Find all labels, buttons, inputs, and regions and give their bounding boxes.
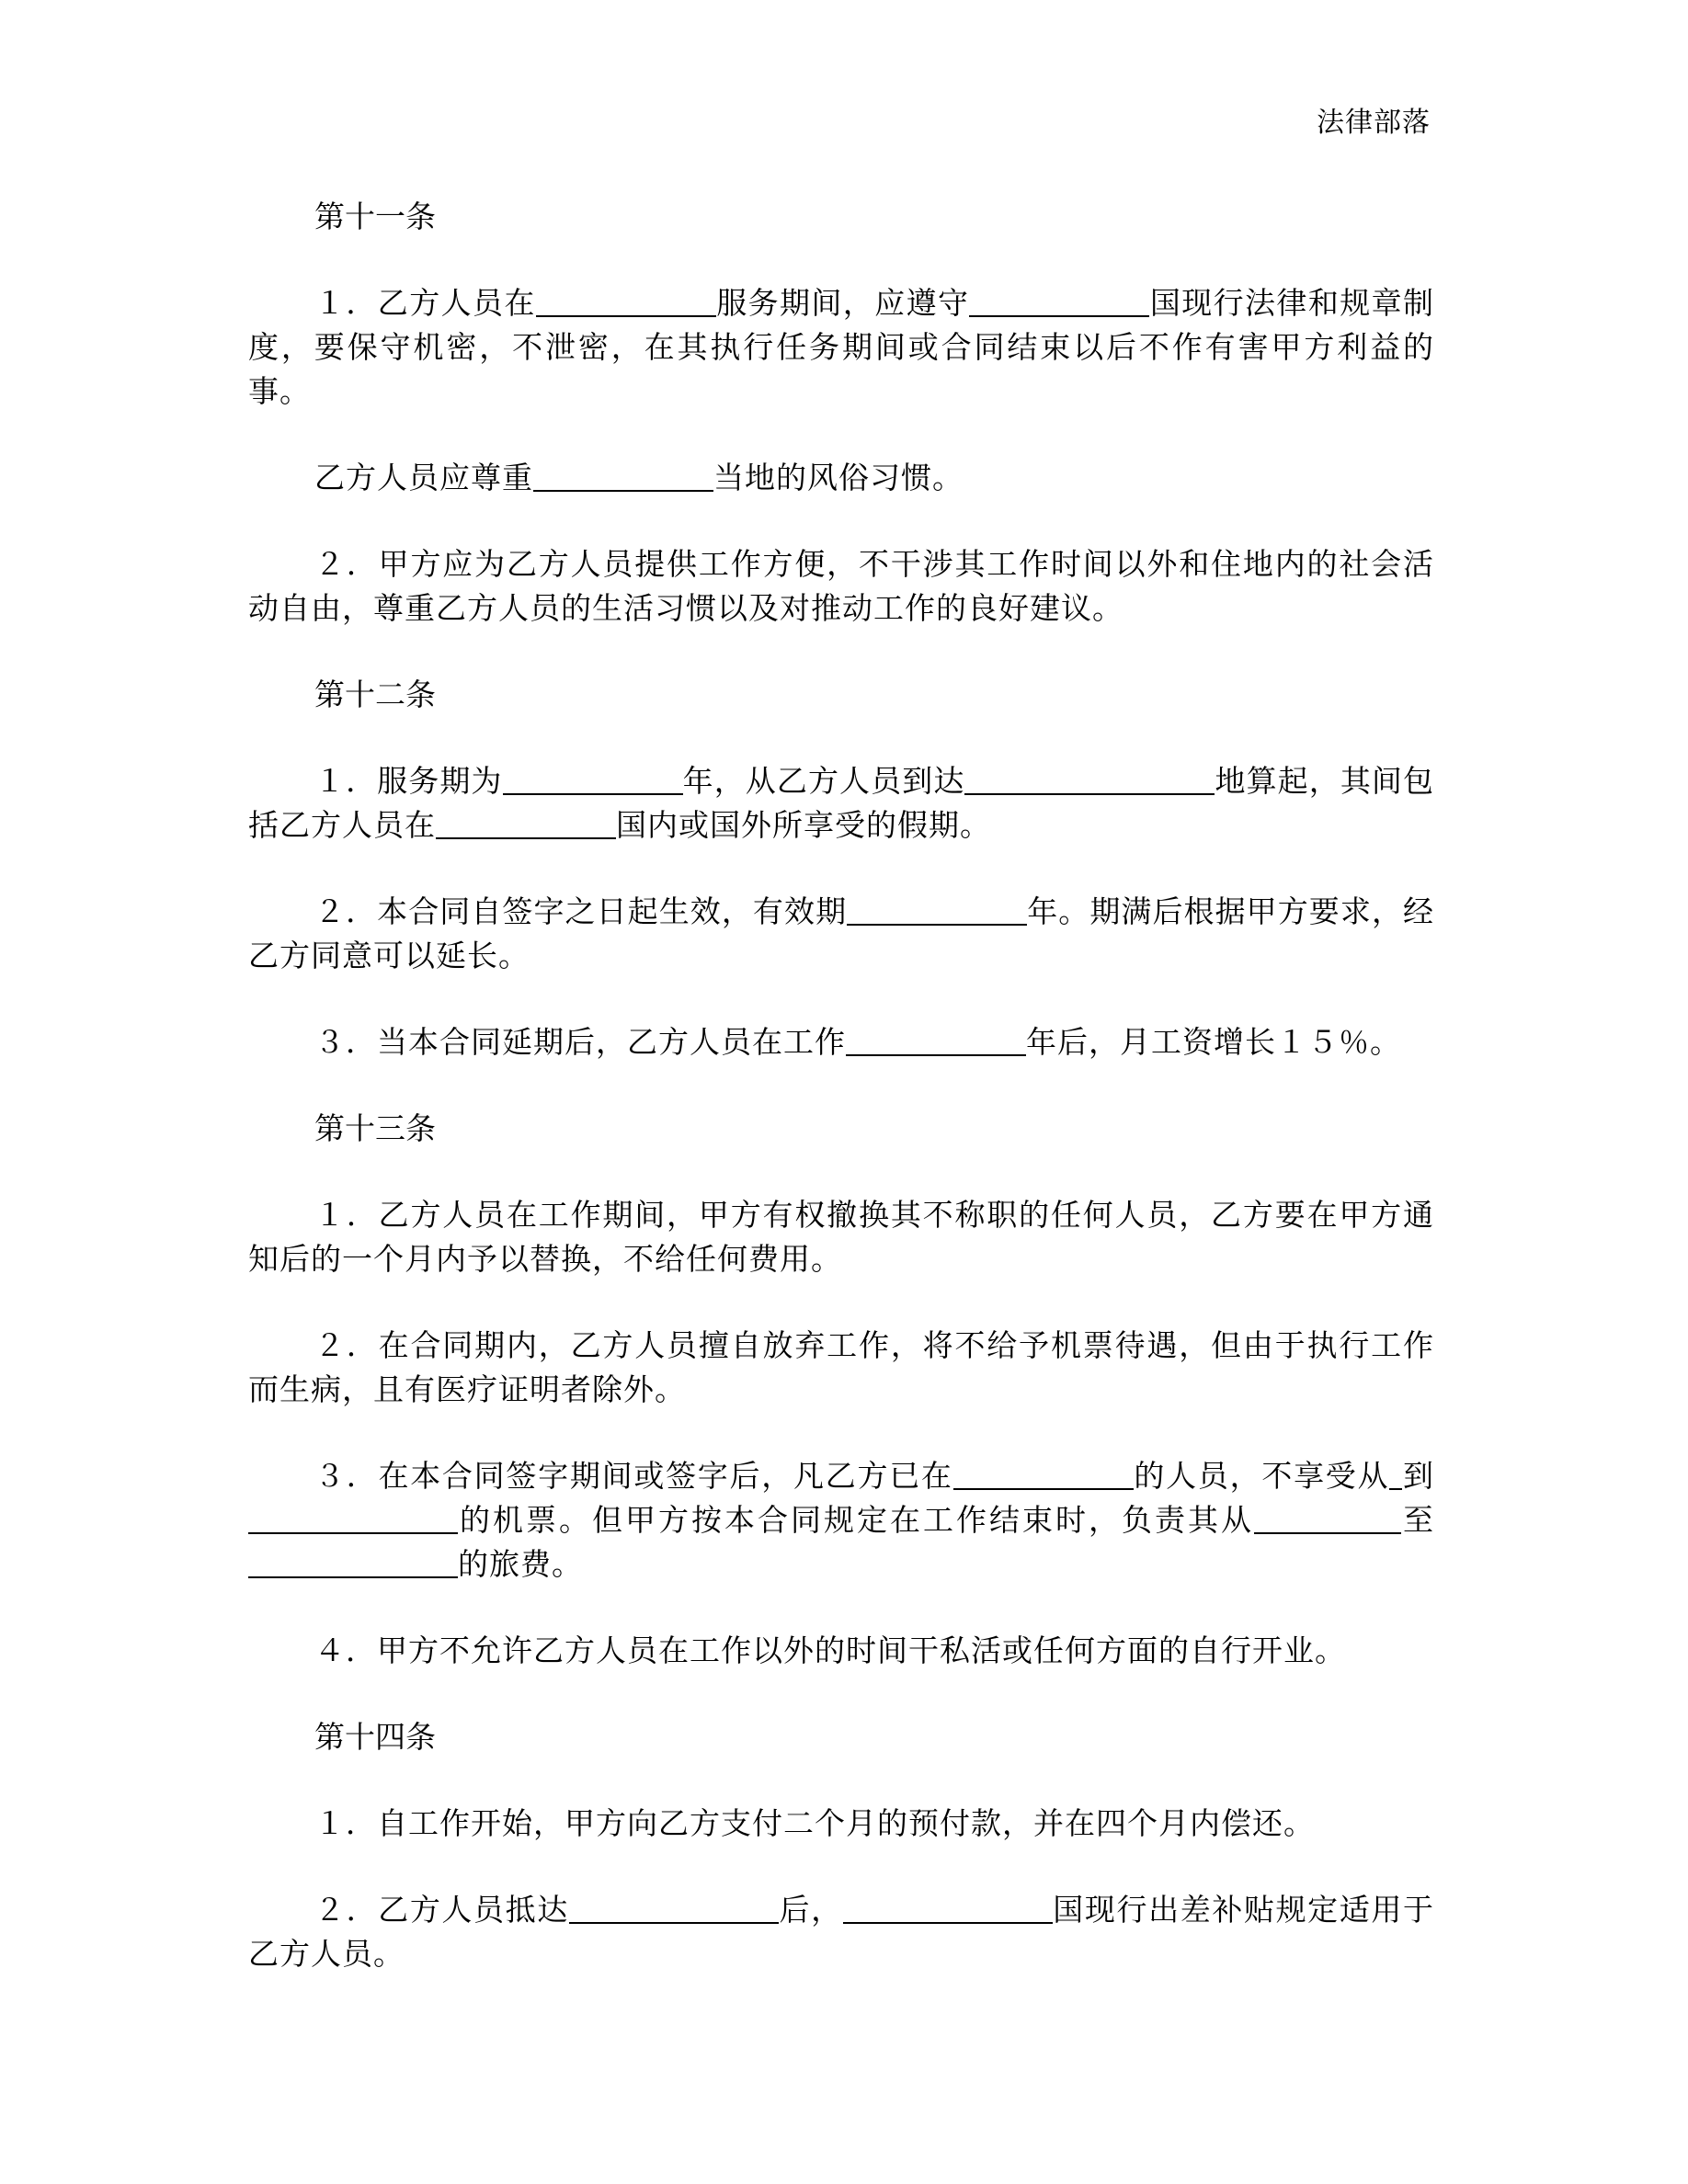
blank-line[interactable] — [436, 807, 616, 839]
article-11-clause-1: １．乙方人员在 服务期间，应遵守 国现行法律和规章制度，要保守机密，不泄密，在其执行任务期间或合同结束以后不作有害甲方利益的事。 — [248, 285, 1435, 409]
article-13-heading: 第十三条 — [314, 1110, 436, 1146]
article-14-clause-2: ２．乙方人员抵达 后， 国现行出差补贴规定适用于乙方人员。 — [248, 1892, 1435, 1972]
blank-line[interactable] — [953, 1458, 1134, 1490]
blank-line[interactable] — [503, 763, 683, 795]
article-12-clause-3: ３．当本合同延期后，乙方人员在工作 年后，月工资增长１５％。 — [314, 1024, 1401, 1060]
blank-line[interactable] — [846, 1024, 1026, 1056]
article-11-clause-1-note: 乙方人员应尊重 当地的风俗习惯。 — [314, 460, 964, 495]
blank-line[interactable] — [847, 893, 1027, 926]
blank-line[interactable] — [1389, 1458, 1402, 1490]
article-11-heading: 第十一条 — [314, 199, 436, 234]
article-13-clause-2: ２．在合同期内，乙方人员擅自放弃工作，将不给予机票待遇，但由于执行工作而生病，且有医疗证明者除外。 — [248, 1327, 1434, 1407]
article-12-clause-1: １．服务期为 年，从乙方人员到达 地算起，其间包括乙方人员在 国内或国外所享受的假期。 — [248, 763, 1435, 843]
header-brand: 法律部落 — [1317, 107, 1431, 139]
article-13-clause-3: ３．在本合同签字期间或签字后，凡乙方已在 的人员，不享受从 到的机票。但甲方按本合同规定在工作结束时，负责其从 至的旅费。 — [248, 1454, 1434, 1587]
document-body — [248, 195, 1434, 2019]
blank-line[interactable] — [964, 763, 1215, 795]
blank-line[interactable] — [969, 285, 1149, 317]
article-13-clause-4: ４．甲方不允许乙方人员在工作以外的时间干私活或任何方面的自行开业。 — [314, 1632, 1346, 1668]
blank-line[interactable] — [569, 1892, 779, 1924]
article-14-heading: 第十四条 — [314, 1719, 436, 1755]
blank-line[interactable] — [536, 285, 716, 317]
article-12-clause-2: ２．本合同自签字之日起生效，有效期 年。期满后根据甲方要求，经乙方同意可以延长。 — [248, 893, 1435, 973]
article-11-clause-2: ２．甲方应为乙方人员提供工作方便，不干涉其工作时间以外和住地内的社会活动自由，尊重乙方人员的生活习惯以及对推动工作的良好建议。 — [248, 546, 1434, 626]
blank-line[interactable] — [843, 1892, 1053, 1924]
article-13-clause-1: １．乙方人员在工作期间，甲方有权撤换其不称职的任何人员，乙方要在甲方通知后的一个月内予以替换，不给任何费用。 — [248, 1197, 1434, 1277]
article-14-clause-1: １．自工作开始，甲方向乙方支付二个月的预付款，并在四个月内偿还。 — [314, 1805, 1315, 1841]
blank-line[interactable] — [533, 460, 713, 492]
blank-line[interactable] — [248, 1546, 458, 1578]
article-12-heading: 第十二条 — [314, 677, 436, 712]
blank-line[interactable] — [248, 1502, 458, 1534]
blank-line[interactable] — [1254, 1502, 1401, 1534]
